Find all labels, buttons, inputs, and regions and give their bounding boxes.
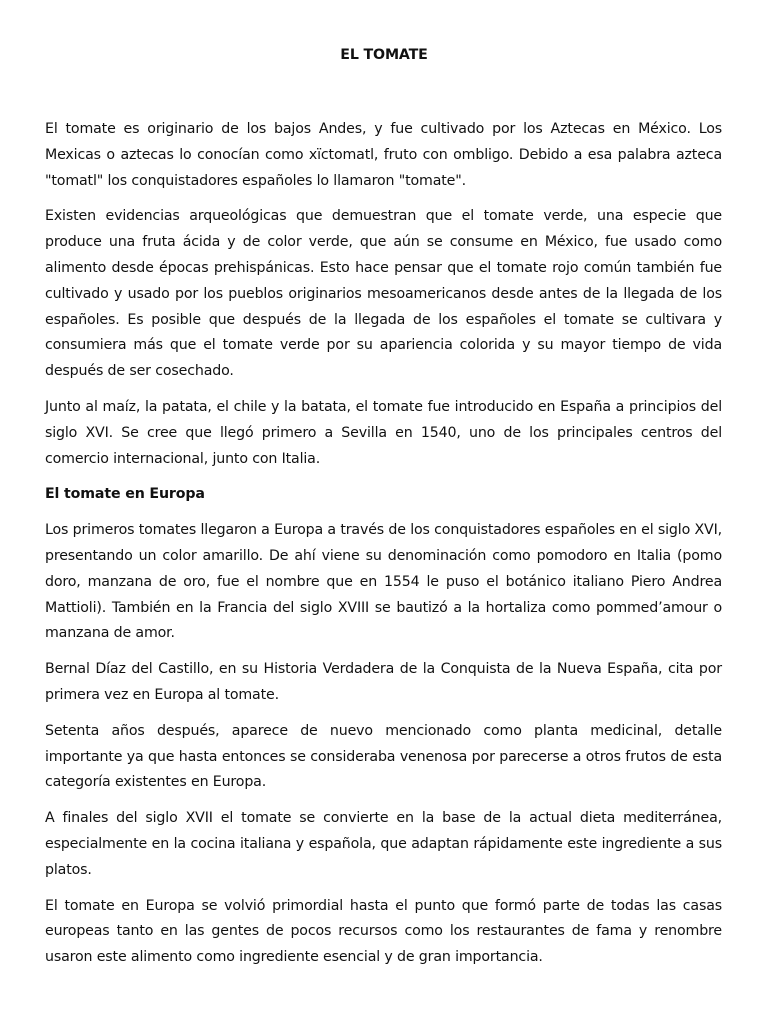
document-body — [45, 117, 722, 981]
paragraph-first-tomatoes-europe: Los primeros tomates llegaron a Europa a través de los conquistadores españoles en el siglo XVI, presentando un color amarillo. De ahí viene su denominación como pomodoro en Italia (pomo doro, manzana de oro, fue el nombre que en 1554 le puso el botánico italiano Piero Andrea Mattioli). También en la Francia del siglo XVIII se bautizó a la hortaliza como pommed’amour o manzana de amor. — [45, 522, 722, 642]
section-heading-europe: El tomate en Europa — [45, 486, 205, 503]
paragraph-medicinal-plant: Setenta años después, aparece de nuevo mencionado como planta medicinal, detalle importante ya que hasta entonces se consideraba venenosa por parecerse a otros frutos de esta categoría existentes en Europa. — [45, 722, 722, 791]
paragraph-essential-ingredient: El tomate en Europa se volvió primordial hasta el punto que formó parte de todas las casas europeas tanto en las gentes de pocos recursos como los restaurantes de fama y renombre usaron este alimento como ingrediente esencial y de gran importancia. — [45, 897, 722, 966]
paragraph-origin: El tomate es originario de los bajos Andes, y fue cultivado por los Aztecas en México. Los Mexicas o aztecas lo conocían como xïctomatl, fruto con ombligo. Debido a esa palabra azteca "tomatl" los conquistadores españoles lo llamaron "tomate". — [45, 121, 722, 189]
paragraph-introduction-spain: Junto al maíz, la patata, el chile y la batata, el tomate fue introducido en España a principios del siglo XVI. Se cree que llegó primero a Sevilla en 1540, uno de los principales centros del comercio internacional, junto con Italia. — [45, 398, 722, 467]
paragraph-mediterranean-diet: A finales del siglo XVII el tomate se convierte en la base de la actual dieta mediterránea, especialmente en la cocina italiana y española, que adaptan rápidamente este ingrediente a sus platos. — [45, 810, 722, 878]
paragraph-bernal-diaz: Bernal Díaz del Castillo, en su Historia Verdadera de la Conquista de la Nueva España, cita por primera vez en Europa al tomate. — [45, 661, 722, 703]
paragraph-archaeological-evidence: Existen evidencias arqueológicas que demuestran que el tomate verde, una especie que produce una fruta ácida y de color verde, que aún se consume en México, fue usado como alimento desde épocas prehispánicas. Esto hace pensar que el tomate rojo común también fue cultivado y usado por los pueblos originarios mesoamericanos desde antes de la llegada de los españoles. Es posible que después de la llegada de los españoles el tomate se cultivara y consumiera más que el tomate verde por su apariencia colorida y su mayor tiempo de vida después de ser cosechado. — [45, 208, 722, 380]
document-title: EL TOMATE — [340, 47, 428, 63]
